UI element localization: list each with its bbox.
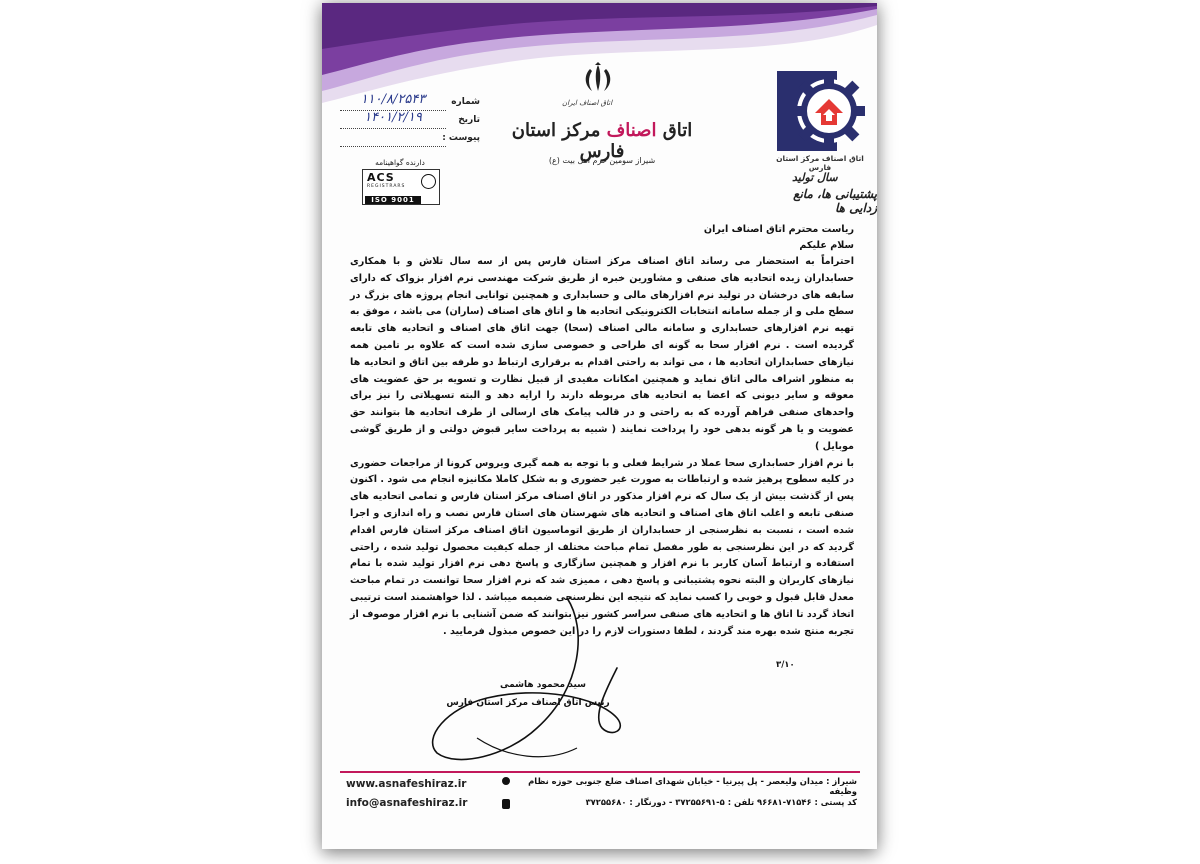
certificate-iso: ISO 9001 (365, 196, 421, 204)
letter-body (350, 222, 854, 640)
reference-attachment-row (340, 131, 480, 149)
reference-date-label: تاریخ (458, 115, 480, 125)
reference-block (340, 92, 480, 149)
dotted-line (340, 128, 446, 129)
handwritten-signature (417, 588, 677, 778)
footer-contact-numbers: کد پستی : ۷۱۵۴۶-۹۶۶۸۱ تلفن : ۵-۳۷۲۵۵۶۹۱ - دورنگار : ۳۷۲۵۵۶۸۰ (585, 797, 857, 807)
organization-subtitle: شیراز سومین حرم اهل بیت (ع) (548, 156, 656, 165)
organization-title: اتاق اصناف مرکز استان فارس (511, 120, 693, 162)
footer-contact-icons (500, 773, 512, 815)
reference-number-label: شماره (451, 97, 480, 107)
reference-attachment-label: پیوست : (442, 133, 480, 143)
letter-short-date: ۳/۱۰ (776, 660, 795, 670)
letter-paragraph-1: احتراماً به استحضار می رساند اتاق اصناف مرکز استان فارس پس از سه سال تلاش و با همکاری حسابداران زبده اتحادیه های صنفی و مشاورین خبره از طریق شرکت مهندسی نرم افزار بزواک که دارای سابقه های درخشان در تولید نرم افزارهای مالی و حسابداری و همچنین توانایی انجام پروژه های بزرگ در سطح ملی و از جمله سامانه انتخابات الکترونیکی اتحادیه ها و اتاق های اصناف (ساران) می باشد ، موفق به تهیه نرم افزارهای حسابداری و سامانه مالی اصناف (سحا) جهت اتاق های اصناف و اتحادیه های تابعه گردیده است . نرم افزار سحا به گونه ای طراحی و خصوصی سازی شده است که علاوه بر تامین همه نیازهای حسابداران اتحادیه ها ، می تواند به راحتی اقدام به برقراری ارتباط دو طرفه بین اتاق و اتحادیه ها به منظور اشراف مالی اتاق نماید و همچنین امکانات مفیدی از قبیل نظارت و تسویه بر حق عضویت های معوقه و سایر دیونی که اعضا به اتحادیه های مربوطه دارند را ارایه دهد و البته تسهیلاتی را نیز برای واحدهای صنفی فراهم آورده که به راحتی و در قالب پیامک های ارسالی از طرف اتحادیه ها بتوانند حق عضویت و یا هر گونه بدهی خود را پرداخت نمایند ( شبیه به پرداخت سایر قبوض دولتی و از طریق گوشی موبایل ) (350, 256, 854, 452)
footer-address: شیراز : میدان ولیعصر - پل پیرنیا - خیابان شهدای اصناف ضلع جنوبی حوزه نظام وظیفه (528, 776, 857, 796)
signer-title: رئیس اتاق اصناف مرکز استان فارس (446, 698, 610, 708)
logo-caption: اتاق اصناف مرکز استان فارس (776, 154, 864, 172)
certificate-registrars: REGISTRARS (367, 184, 406, 189)
dotted-line (340, 146, 446, 147)
iso-certificate-badge (362, 169, 440, 205)
reference-number-value: ۱۱۰/۸/۲۵۴۳ (360, 92, 426, 107)
certificate-seal-icon (421, 174, 436, 189)
footer-website: www.asnafeshiraz.ir (346, 778, 467, 790)
letter-greeting: سلام علیکم (799, 240, 854, 251)
emblem-caption: اتاق اصناف ایران (562, 99, 613, 107)
iran-emblem-icon (578, 61, 618, 97)
year-slogan-line2: پشتیبانی ها، مانع زدایی ها (793, 187, 877, 215)
certificate-acs: ACS (367, 171, 395, 184)
letter-page (322, 3, 877, 849)
letter-recipient: ریاست محترم اتاق اصناف ایران (703, 224, 854, 235)
letter-paragraph-2: با نرم افزار حسابداری سحا عملا در شرایط فعلی و با توجه به همه گیری ویروس کرونا از مراجعات حضوری در کلیه سطوح پرهیز شده و ارتباطات به صورت غیر حضوری و به شکل کاملا مکانیزه انجام می شود . اکنون پس از گذشت بیش از یک سال که نرم افزار مذکور در اتاق اصناف مرکز استان فارس و تمامی اتحادیه های صنفی تابعه و اغلب اتاق های اصناف و اتحادیه های شهرستان های استان فارس نصب و راه اندازی و اجرا شده است ، نسبت به نظرسنجی از حسابداران از طریق اتوماسیون اتاق اصناف مرکز استان فارس اقدام گردید که در این نظرسنجی به طور مفصل تمام مباحث مختلف از جمله کیفیت محصول تولید شده ، راحتی استفاده و ارتباط آسان کاربر با نرم افزار و همچنین سازگاری و پاسخ دهی نرم افزار تولید شده با تمام نیازهای کاربران و البته نحوه پشتیبانی و پاسخ دهی ، ممیزی شد که نرم افزار سحا توانست در تمام مباحث معدل قابل قبول و خوبی را کسب نماید که نتیجه این نظرسنجی ضمیمه میباشد . لذا خواهشمند است ترتیبی اتخاذ گردد تا اتاق ها و اتحادیه های صنفی سراسر کشور نیز بتوانند که ضمن آشنایی با نرم افزار موصوف از تجربه منتج شده بهره مند گردند ، لطفا دستورات لازم را در این خصوص مبذول فرمایید . (350, 457, 854, 637)
year-slogan-line1: سال تولید (792, 171, 838, 184)
signer-name: سید محمود هاشمی (500, 680, 586, 690)
chamber-gear-logo (775, 65, 865, 157)
footer-divider (340, 771, 860, 773)
certificate-label: دارنده گواهینامه (375, 158, 425, 167)
reference-date-row (340, 110, 480, 131)
reference-date-value: ۱۴۰۱/۲/۱۹ (364, 110, 422, 125)
footer-email: info@asnafeshiraz.ir (346, 797, 468, 809)
